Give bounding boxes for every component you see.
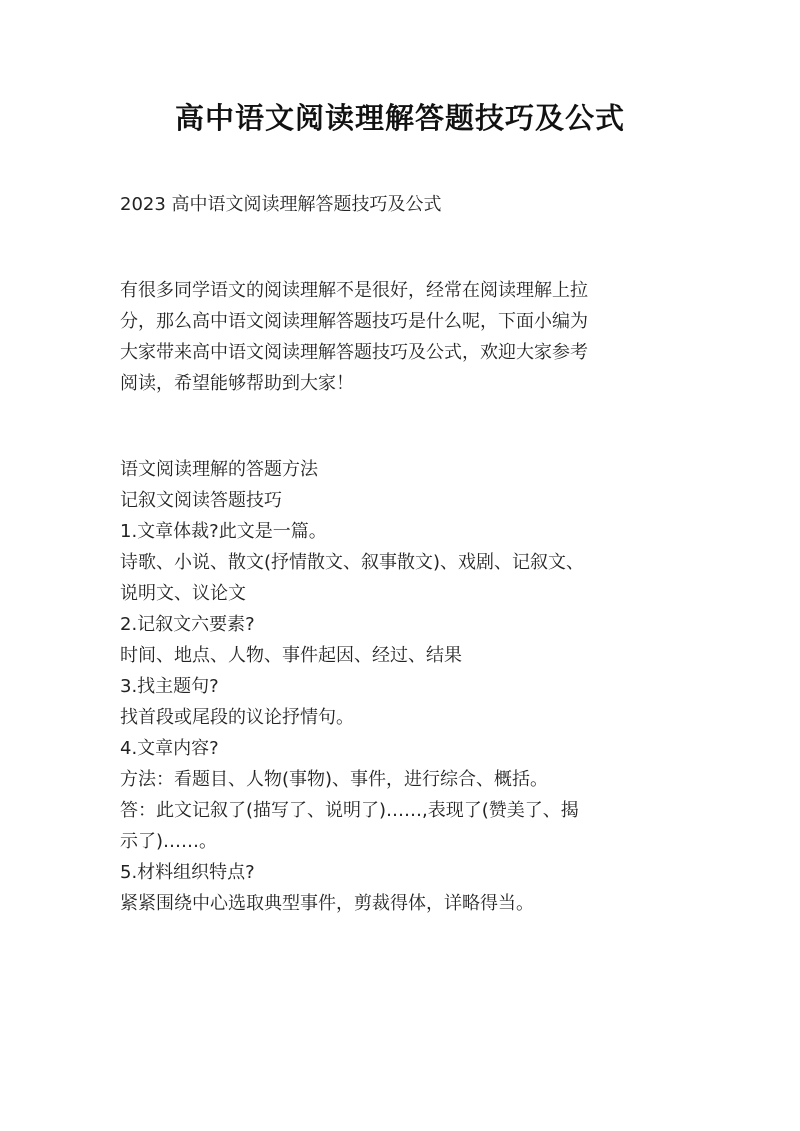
intro-line: 阅读，希望能够帮助到大家！: [120, 373, 354, 394]
answer-text: 诗歌、小说、散文(抒情散文、叙事散文)、戏剧、记叙文、: [120, 552, 585, 573]
document-subtitle: 2023 高中语文阅读理解答题技巧及公式: [120, 194, 442, 215]
spacer: [120, 430, 700, 454]
answer-text: 方法：看题目、人物(事物)、事件，进行综合、概括。: [120, 769, 549, 790]
question-item: 1.文章体裁?此文是一篇。: [120, 521, 327, 542]
answer-text: 答：此文记叙了(描写了、说明了)……,表现了(赞美了、揭: [120, 800, 579, 821]
spacer: [120, 251, 700, 275]
document-title: 高中语文阅读理解答题技巧及公式: [174, 101, 625, 135]
subsection-heading: 记叙文阅读答题技巧: [120, 490, 282, 511]
question-item: 3.找主题句?: [120, 676, 219, 697]
spacer: [120, 220, 700, 251]
intro-paragraph: [120, 275, 700, 399]
answer-text: 紧紧围绕中心选取典型事件，剪裁得体，详略得当。: [120, 893, 534, 914]
question-item: 2.记叙文六要素?: [120, 614, 255, 635]
answer-text: 找首段或尾段的议论抒情句。: [120, 707, 354, 728]
spacer: [120, 399, 700, 430]
answer-text: 说明文、议论文: [120, 583, 246, 604]
intro-line: 分，那么高中语文阅读理解答题技巧是什么呢，下面小编为: [120, 311, 588, 332]
answer-text: 时间、地点、人物、事件起因、经过、结果: [120, 645, 462, 666]
section-heading: 语文阅读理解的答题方法: [120, 459, 318, 480]
question-item: 4.文章内容?: [120, 738, 219, 759]
answer-text: 示了)……。: [120, 831, 218, 852]
content-section: [120, 454, 700, 919]
intro-line: 有很多同学语文的阅读理解不是很好，经常在阅读理解上拉: [120, 280, 588, 301]
document-body: [120, 189, 700, 919]
intro-line: 大家带来高中语文阅读理解答题技巧及公式，欢迎大家参考: [120, 342, 588, 363]
question-item: 5.材料组织特点?: [120, 862, 255, 883]
